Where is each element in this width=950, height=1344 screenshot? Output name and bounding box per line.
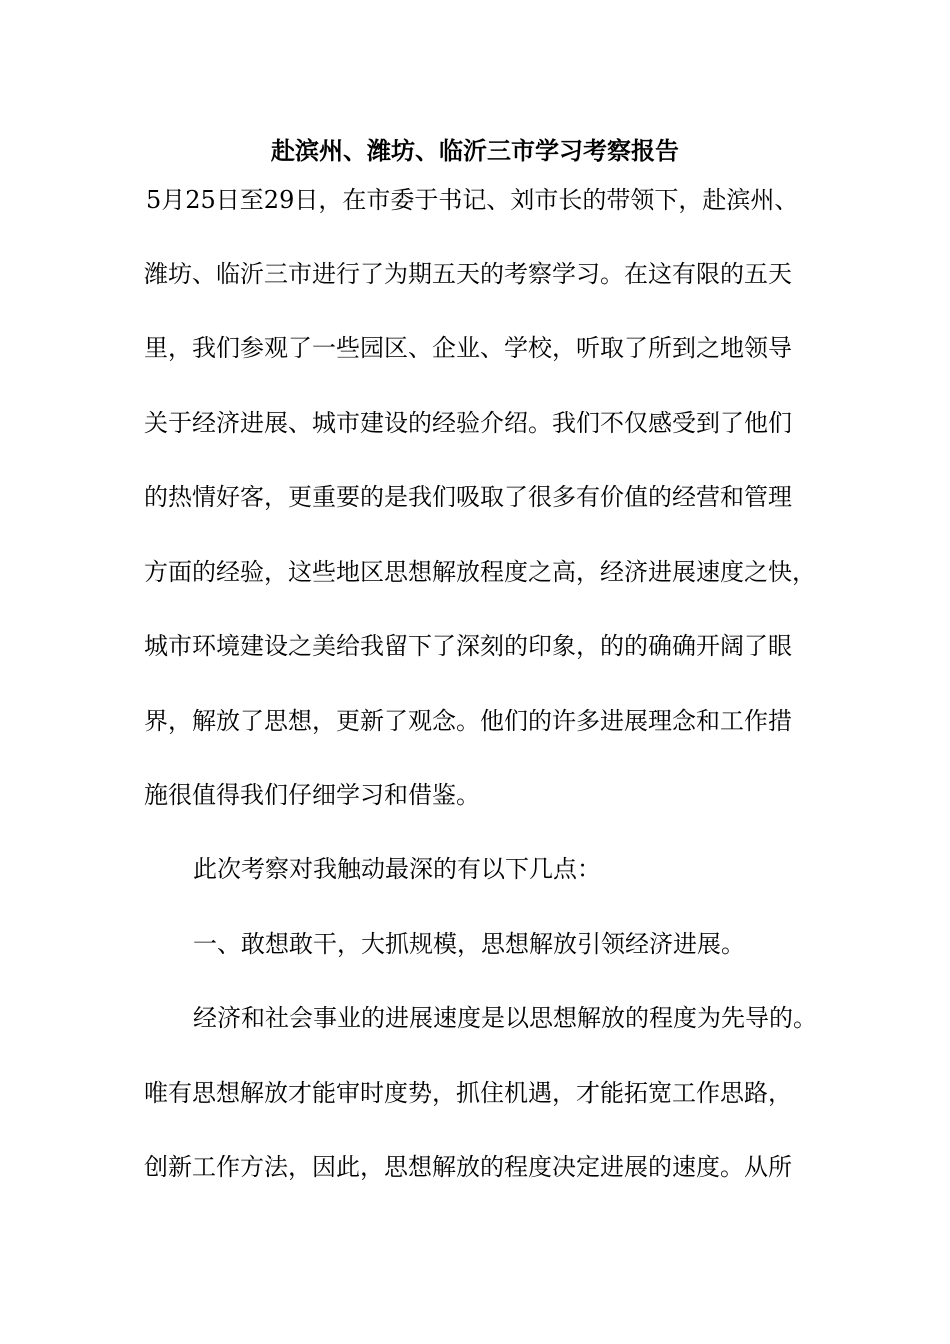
body-line: 施很值得我们仔细学习和借鉴。 bbox=[144, 781, 480, 809]
body-line: 此次考察对我触动最深的有以下几点： bbox=[193, 855, 601, 883]
document-title: 赴滨州、潍坊、临沂三市学习考察报告 bbox=[271, 136, 679, 165]
body-line: 城市环境建设之美给我留下了深刻的印象，的的确确开阔了眼 bbox=[144, 632, 792, 660]
section-heading: 一、敢想敢干，大抓规模，思想解放引领经济进展。 bbox=[193, 930, 745, 958]
body-line: 创新工作方法，因此，思想解放的程度决定进展的速度。从所 bbox=[144, 1153, 792, 1181]
body-line: 5月25日至29日，在市委于书记、刘市长的带领下，赴滨州、 bbox=[146, 186, 799, 214]
body-line: 关于经济进展、城市建设的经验介绍。我们不仅感受到了他们 bbox=[144, 409, 792, 437]
body-line: 的热情好客，更重要的是我们吸取了很多有价值的经营和管理 bbox=[144, 483, 792, 511]
body-line: 唯有思想解放才能审时度势，抓住机遇，才能拓宽工作思路， bbox=[144, 1079, 792, 1107]
body-line: 方面的经验，这些地区思想解放程度之高，经济进展速度之快， bbox=[144, 558, 816, 586]
body-line: 界，解放了思想，更新了观念。他们的许多进展理念和工作措 bbox=[144, 707, 792, 735]
body-line: 里，我们参观了一些园区、企业、学校，听取了所到之地领导 bbox=[144, 334, 792, 362]
body-line: 潍坊、临沂三市进行了为期五天的考察学习。在这有限的五天 bbox=[144, 260, 792, 288]
body-line: 经济和社会事业的进展速度是以思想解放的程度为先导的。 bbox=[193, 1004, 817, 1032]
